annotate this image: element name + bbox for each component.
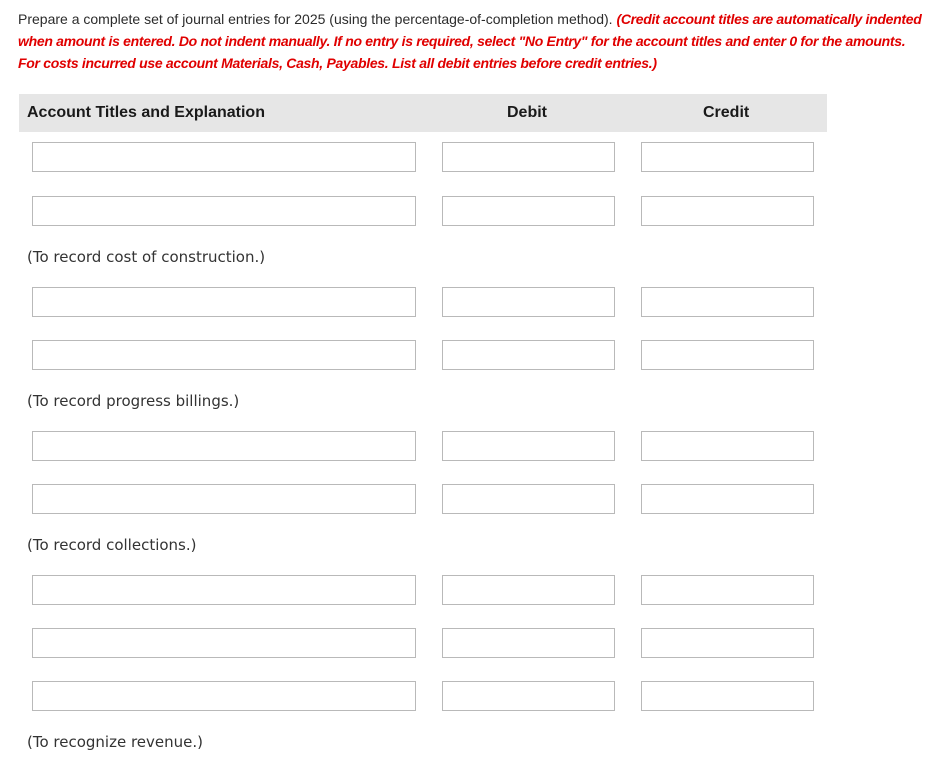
instructions-note: (Credit account titles are automatically indented when amount is entered. Do not indent manually. If no entry is required, select "No Entry" for the account titles and enter 0 for the amounts. For costs incurred use account Materials, Cash, Payables. List all debit entries before credit entries.) <box>18 11 922 71</box>
account-title-input[interactable] <box>32 340 416 370</box>
debit-input[interactable] <box>442 484 615 514</box>
account-title-input[interactable] <box>32 431 416 461</box>
account-title-input[interactable] <box>32 484 416 514</box>
table-header <box>19 94 827 132</box>
account-title-input[interactable] <box>32 287 416 317</box>
entry-explanation: (To record cost of construction.) <box>27 248 266 266</box>
debit-input[interactable] <box>442 681 615 711</box>
entry-explanation: (To record progress billings.) <box>27 392 240 410</box>
account-titles-header: Account Titles and Explanation <box>27 104 265 121</box>
account-title-input[interactable] <box>32 575 416 605</box>
debit-input[interactable] <box>442 287 615 317</box>
credit-input[interactable] <box>641 196 814 226</box>
credit-input[interactable] <box>641 142 814 172</box>
account-title-input[interactable] <box>32 628 416 658</box>
credit-input[interactable] <box>641 628 814 658</box>
account-title-input[interactable] <box>32 196 416 226</box>
credit-input[interactable] <box>641 287 814 317</box>
credit-header: Credit <box>703 104 750 121</box>
debit-input[interactable] <box>442 142 615 172</box>
account-title-input[interactable] <box>32 681 416 711</box>
debit-input[interactable] <box>442 196 615 226</box>
debit-input[interactable] <box>442 575 615 605</box>
credit-input[interactable] <box>641 484 814 514</box>
instructions <box>18 8 923 74</box>
debit-input[interactable] <box>442 628 615 658</box>
credit-input[interactable] <box>641 575 814 605</box>
credit-input[interactable] <box>641 340 814 370</box>
instructions-text: Prepare a complete set of journal entries for 2025 (using the percentage-of-completion method). <box>18 11 617 27</box>
debit-input[interactable] <box>442 340 615 370</box>
account-title-input[interactable] <box>32 142 416 172</box>
credit-input[interactable] <box>641 681 814 711</box>
debit-header: Debit <box>507 104 547 121</box>
debit-input[interactable] <box>442 431 615 461</box>
credit-input[interactable] <box>641 431 814 461</box>
entry-explanation: (To recognize revenue.) <box>27 733 204 751</box>
entry-explanation: (To record collections.) <box>27 536 197 554</box>
